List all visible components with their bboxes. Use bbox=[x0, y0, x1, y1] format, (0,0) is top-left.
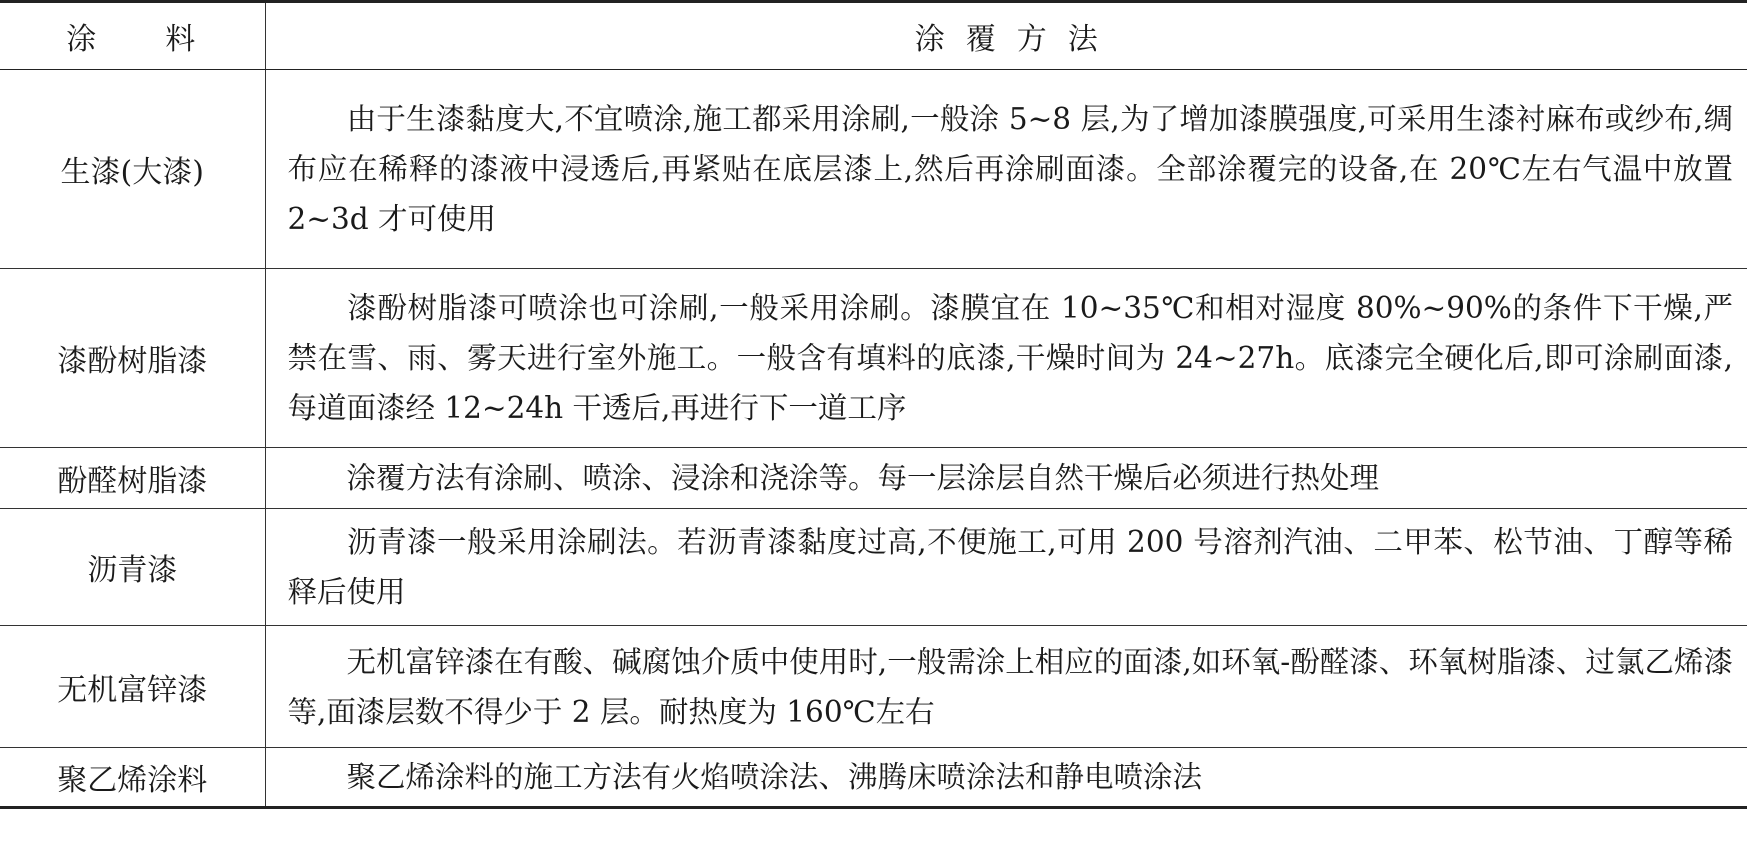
coating-name-cell: 聚乙烯涂料 bbox=[0, 748, 265, 808]
table-row bbox=[0, 269, 1747, 448]
method-text: 涂覆方法有涂刷、喷涂、浸涂和浇涂等。每一层涂层自然干燥后必须进行热处理 bbox=[346, 461, 1380, 495]
header-row bbox=[0, 2, 1747, 70]
table-row bbox=[0, 70, 1747, 269]
table-row bbox=[0, 748, 1747, 808]
method-text: 沥青漆一般采用涂刷法。若沥青漆黏度过高,不便施工,可用 200 号溶剂汽油、二甲苯、松节油、丁醇等稀释后使用 bbox=[287, 525, 1733, 609]
header-coating-label: 涂 料 bbox=[66, 22, 199, 57]
method-cell bbox=[265, 748, 1747, 808]
coating-name-cell: 无机富锌漆 bbox=[0, 626, 265, 748]
coating-name-cell: 酚醛树脂漆 bbox=[0, 448, 265, 509]
method-cell bbox=[265, 448, 1747, 509]
method-text: 漆酚树脂漆可喷涂也可涂刷,一般采用涂刷。漆膜宜在 10~35℃和相对湿度 80%~90%的条件下干燥,严禁在雪、雨、雾天进行室外施工。一般含有填料的底漆,干燥时间为 24~27h。底漆完全硬化后,即可涂刷面漆,每道面漆经 12~24h 干透后,再进行下一道工序 bbox=[287, 291, 1733, 425]
coating-name-cell: 漆酚树脂漆 bbox=[0, 269, 265, 448]
table-row bbox=[0, 448, 1747, 509]
method-text: 由于生漆黏度大,不宜喷涂,施工都采用涂刷,一般涂 5~8 层,为了增加漆膜强度,可采用生漆衬麻布或纱布,绸布应在稀释的漆液中浸透后,再紧贴在底层漆上,然后再涂刷面漆。全部涂覆完的设备,在 20℃左右气温中放置 2~3d 才可使用 bbox=[287, 102, 1733, 236]
method-text: 聚乙烯涂料的施工方法有火焰喷涂法、沸腾床喷涂法和静电喷涂法 bbox=[346, 760, 1203, 794]
header-coating bbox=[0, 2, 265, 70]
method-cell bbox=[265, 509, 1747, 626]
coating-name-cell: 生漆(大漆) bbox=[0, 70, 265, 269]
coating-name-cell: 沥青漆 bbox=[0, 509, 265, 626]
table-row bbox=[0, 626, 1747, 748]
header-method-label: 涂覆方法 bbox=[914, 22, 1119, 57]
table-body bbox=[0, 70, 1747, 808]
method-cell bbox=[265, 626, 1747, 748]
method-text: 无机富锌漆在有酸、碱腐蚀介质中使用时,一般需涂上相应的面漆,如环氧-酚醛漆、环氧树脂漆、过氯乙烯漆等,面漆层数不得少于 2 层。耐热度为 160℃左右 bbox=[287, 644, 1733, 729]
method-cell bbox=[265, 269, 1747, 448]
header-method bbox=[265, 2, 1747, 70]
method-cell bbox=[265, 70, 1747, 269]
table-header bbox=[0, 2, 1747, 70]
table-row bbox=[0, 509, 1747, 626]
